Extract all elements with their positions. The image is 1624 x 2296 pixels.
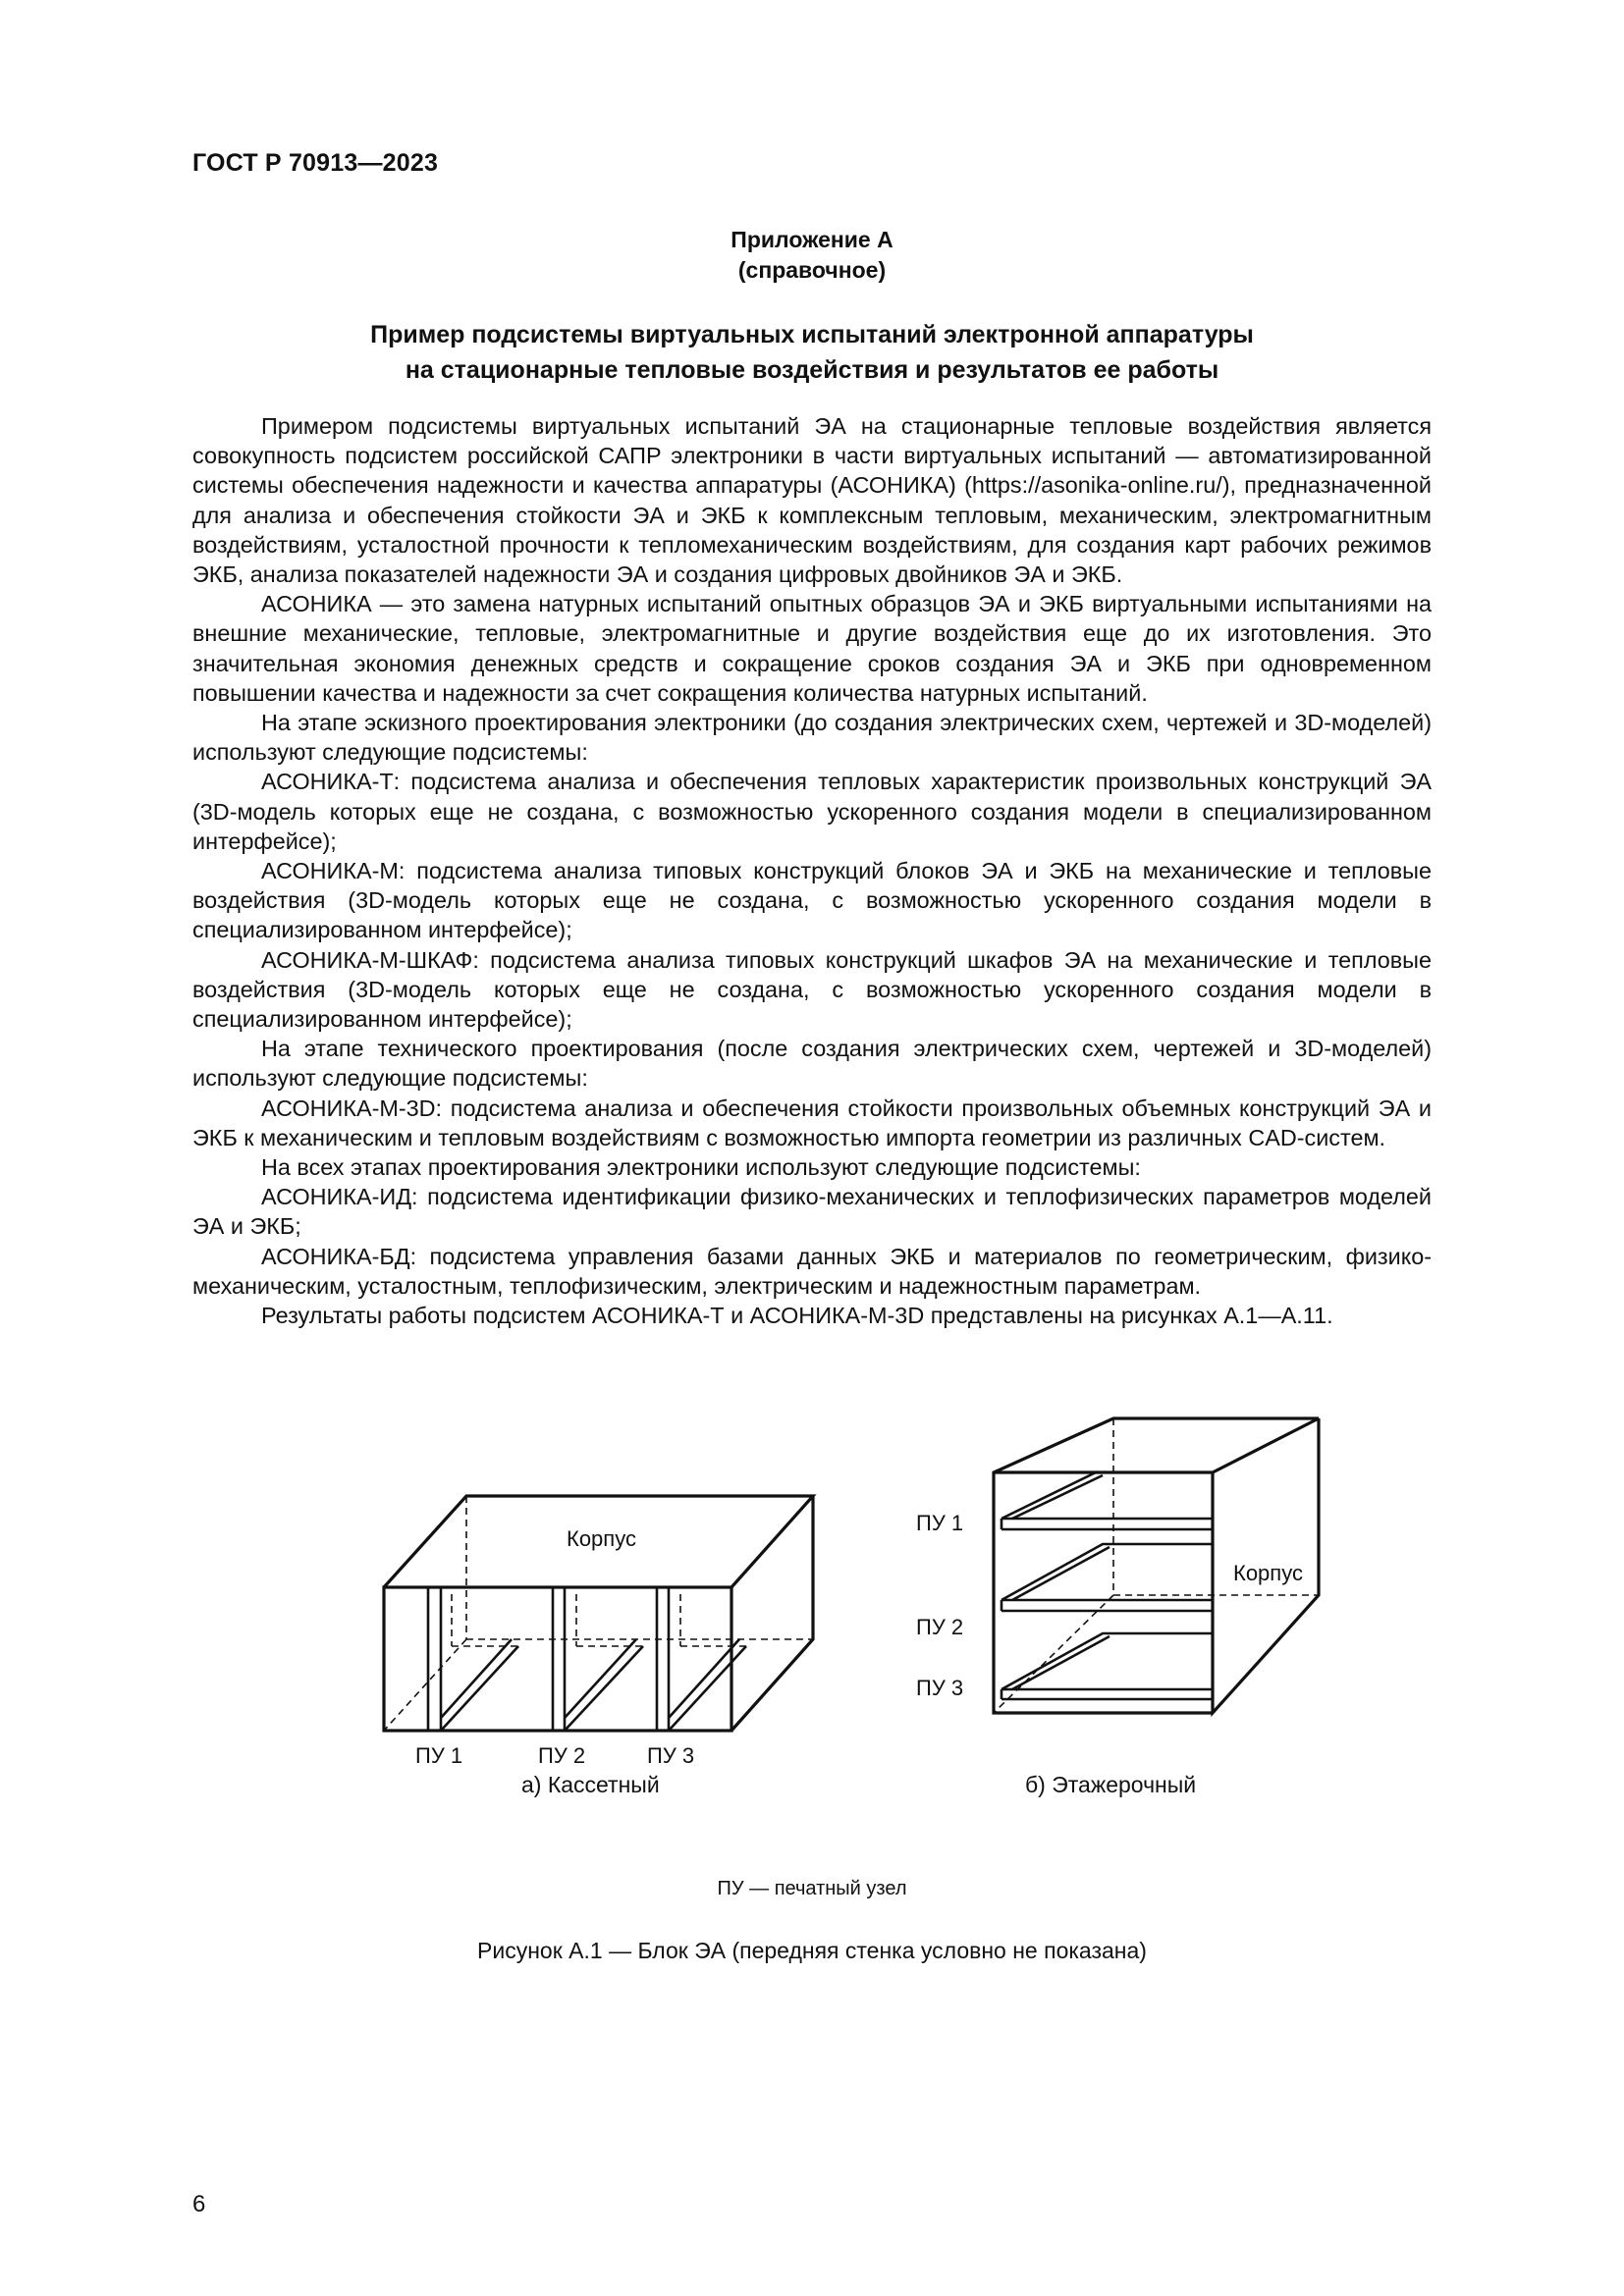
paragraph: АСОНИКА — это замена натурных испытаний опытных образцов ЭА и ЭКБ виртуальными испытаниями на внешние механические, тепловые, электромагнитные и другие воздействия еще до их изготовления. Это значительная экономия денежных средств и сокращение сроков создания ЭА и ЭКБ при одновременном повышении качества и надежности за счет сокращения количества натурных испытаний. [192, 591, 1432, 706]
stack-board-label-1: ПУ 1 [916, 1511, 964, 1535]
cassette-caption: а) Кассетный [521, 1772, 660, 1797]
paragraph: Примером подсистемы виртуальных испытаний ЭА на стационарные тепловые воздействия является совокупность подсистем российской САПР электроники в части виртуальных испытаний — автоматизированной системы обеспечения надежности и качества аппаратуры (АСОНИКА) (https://asonika-online.ru/), предназначенной для анализа и обеспечения стойкости ЭА и ЭКБ к комплексным тепловым, механическим, электромагнитным воздействиям, усталостной прочности к тепломеханическим воздействиям, для создания карт рабочих режимов ЭКБ, анализа показателей надежности ЭА и создания цифровых двойников ЭА и ЭКБ. [192, 413, 1432, 588]
annex-title-line-1: Пример подсистемы виртуальных испытаний электронной аппаратуры [370, 321, 1254, 348]
body-text [192, 411, 1432, 1330]
paragraph: Результаты работы подсистем АСОНИКА-Т и АСОНИКА-М-3D представлены на рисунках А.1—А.11. [261, 1303, 1333, 1329]
paragraph: АСОНИКА-М-3D: подсистема анализа и обеспечения стойкости произвольных объемных конструкций ЭА и ЭКБ к механическим и тепловым воздействиям с возможностью импорта геометрии из различных CAD-систем. [192, 1095, 1432, 1150]
cassette-board-label-2: ПУ 2 [538, 1743, 586, 1768]
cassette-board-label-3: ПУ 3 [647, 1743, 695, 1768]
paragraph: АСОНИКА-М-ШКАФ: подсистема анализа типовых конструкций шкафов ЭА на механические и тепловые воздействия (3D-модель которых еще не создана, с возможностью ускоренного создания модели в специализированном интерфейсе); [192, 946, 1432, 1033]
figure-legend: ПУ — печатный узел [717, 1878, 907, 1899]
paragraph: На этапе эскизного проектирования электроники (до создания электрических схем, чертежей и 3D-моделей) используют следующие подсистемы: [192, 710, 1432, 766]
paragraph: На этапе технического проектирования (после создания электрических схем, чертежей и 3D-моделей) используют следующие подсистемы: [192, 1036, 1432, 1092]
paragraph: На всех этапах проектирования электроники используют следующие подсистемы: [261, 1154, 1141, 1181]
annex-label: Приложение А [731, 227, 893, 252]
cassette-housing-label: Корпус [567, 1526, 636, 1551]
stack-board-label-2: ПУ 2 [916, 1615, 964, 1639]
annex-type: (справочное) [737, 257, 887, 283]
paragraph: АСОНИКА-М: подсистема анализа типовых конструкций блоков ЭА и ЭКБ на механические и тепловые воздействия (3D-модель которых еще не создана, с возможностью ускоренного создания модели в специализированном интерфейсе); [192, 858, 1432, 943]
paragraph: АСОНИКА-БД: подсистема управления базами данных ЭКБ и материалов по геометрическим, физико-механическим, усталостным, теплофизическим, электрическим и надежностным параметрам. [192, 1243, 1432, 1299]
paragraph: АСОНИКА-Т: подсистема анализа и обеспечения тепловых характеристик произвольных конструкций ЭА (3D-модель которых еще не создана, с возможностью ускоренного создания модели в специализированном интерфейсе); [192, 769, 1432, 854]
annex-title [0, 317, 1624, 388]
page-number: 6 [192, 2191, 206, 2217]
document-code: ГОСТ Р 70913—2023 [192, 149, 439, 177]
stack-housing-label: Корпус [1233, 1561, 1303, 1585]
stack-board-label-3: ПУ 3 [916, 1676, 964, 1700]
stack-caption: б) Этажерочный [1025, 1772, 1197, 1797]
paragraph: АСОНИКА-ИД: подсистема идентификации физико-механических и теплофизических параметров моделей ЭА и ЭКБ; [192, 1184, 1432, 1240]
figure-caption: Рисунок А.1 — Блок ЭА (передняя стенка условно не показана) [477, 1938, 1147, 1963]
annex-heading [0, 225, 1624, 286]
annex-title-line-2: на стационарные тепловые воздействия и результатов ее работы [405, 356, 1219, 384]
figure-a1-drawing [0, 1374, 1624, 1865]
cassette-board-label-1: ПУ 1 [415, 1743, 463, 1768]
